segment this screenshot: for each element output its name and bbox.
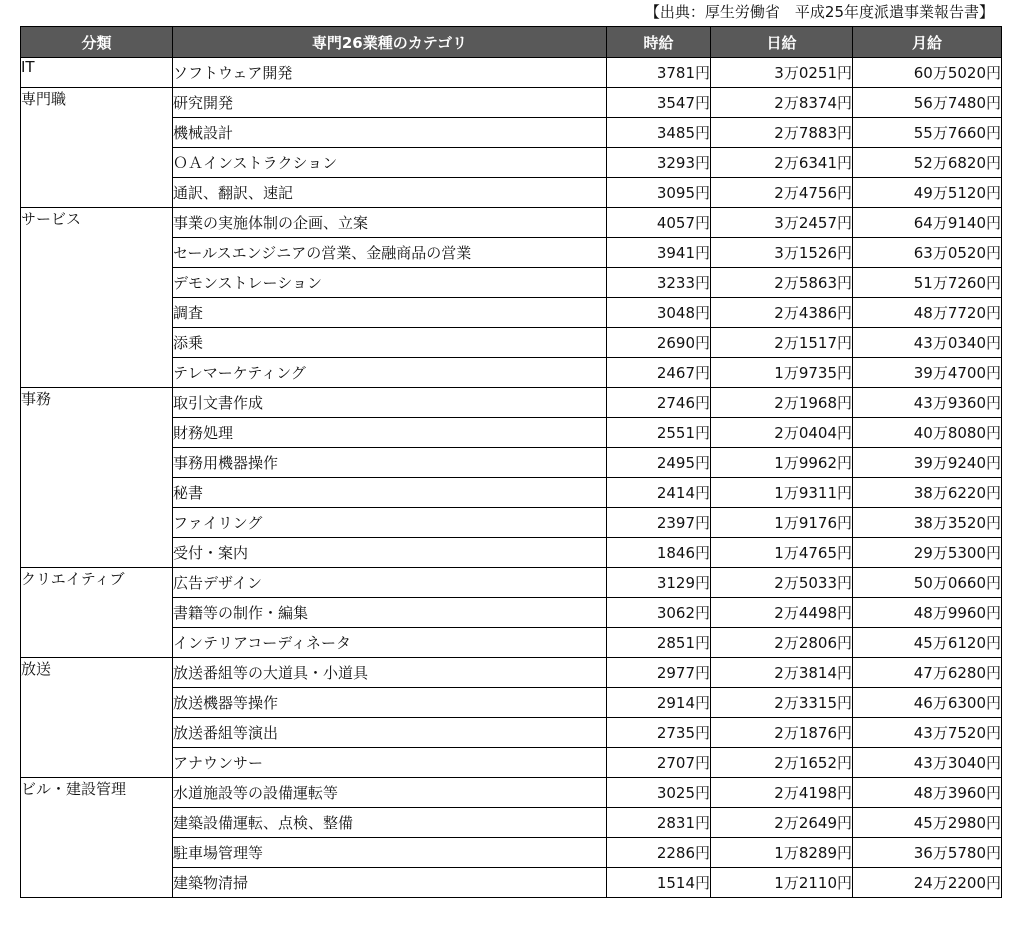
daily-wage-cell: 2万2806円 — [711, 628, 853, 658]
daily-wage-cell: 2万6341円 — [711, 148, 853, 178]
hourly-wage-cell: 2551円 — [607, 418, 711, 448]
hourly-wage-cell: 3941円 — [607, 238, 711, 268]
monthly-wage-cell: 43万7520円 — [853, 718, 1002, 748]
hourly-wage-cell: 2495円 — [607, 448, 711, 478]
hourly-wage-cell: 2977円 — [607, 658, 711, 688]
monthly-wage-cell: 55万7660円 — [853, 118, 1002, 148]
table-row — [21, 388, 1002, 418]
monthly-wage-cell: 64万9140円 — [853, 208, 1002, 238]
job-name-cell: 広告デザイン — [173, 568, 607, 598]
hourly-wage-cell: 2467円 — [607, 358, 711, 388]
hourly-wage-cell: 3293円 — [607, 148, 711, 178]
job-name-cell: 駐車場管理等 — [173, 838, 607, 868]
monthly-wage-cell: 48万7720円 — [853, 298, 1002, 328]
header-daily: 日給 — [711, 27, 853, 58]
hourly-wage-cell: 3062円 — [607, 598, 711, 628]
category-cell: 事務 — [21, 388, 173, 568]
hourly-wage-cell: 2286円 — [607, 838, 711, 868]
monthly-wage-cell: 52万6820円 — [853, 148, 1002, 178]
category-cell: 放送 — [21, 658, 173, 778]
monthly-wage-cell: 49万5120円 — [853, 178, 1002, 208]
monthly-wage-cell: 45万2980円 — [853, 808, 1002, 838]
daily-wage-cell: 2万3814円 — [711, 658, 853, 688]
daily-wage-cell: 2万4756円 — [711, 178, 853, 208]
hourly-wage-cell: 2831円 — [607, 808, 711, 838]
daily-wage-cell: 2万4386円 — [711, 298, 853, 328]
job-name-cell: 放送機器等操作 — [173, 688, 607, 718]
job-name-cell: 事務用機器操作 — [173, 448, 607, 478]
monthly-wage-cell: 48万9960円 — [853, 598, 1002, 628]
job-name-cell: 書籍等の制作・編集 — [173, 598, 607, 628]
job-name-cell: ソフトウェア開発 — [173, 58, 607, 88]
monthly-wage-cell: 39万9240円 — [853, 448, 1002, 478]
monthly-wage-cell: 43万0340円 — [853, 328, 1002, 358]
monthly-wage-cell: 43万3040円 — [853, 748, 1002, 778]
daily-wage-cell: 2万4498円 — [711, 598, 853, 628]
daily-wage-cell: 3万1526円 — [711, 238, 853, 268]
category-cell: 専門職 — [21, 88, 173, 208]
monthly-wage-cell: 45万6120円 — [853, 628, 1002, 658]
category-cell: IT — [21, 58, 173, 88]
monthly-wage-cell: 39万4700円 — [853, 358, 1002, 388]
monthly-wage-cell: 40万8080円 — [853, 418, 1002, 448]
hourly-wage-cell: 1514円 — [607, 868, 711, 898]
monthly-wage-cell: 47万6280円 — [853, 658, 1002, 688]
table-row — [21, 568, 1002, 598]
hourly-wage-cell: 2707円 — [607, 748, 711, 778]
daily-wage-cell: 1万4765円 — [711, 538, 853, 568]
monthly-wage-cell: 36万5780円 — [853, 838, 1002, 868]
job-name-cell: 研究開発 — [173, 88, 607, 118]
job-name-cell: ファイリング — [173, 508, 607, 538]
monthly-wage-cell: 38万6220円 — [853, 478, 1002, 508]
hourly-wage-cell: 3129円 — [607, 568, 711, 598]
daily-wage-cell: 2万2649円 — [711, 808, 853, 838]
table-row — [21, 658, 1002, 688]
hourly-wage-cell: 2851円 — [607, 628, 711, 658]
job-name-cell: 取引文書作成 — [173, 388, 607, 418]
category-cell: ビル・建設管理 — [21, 778, 173, 898]
hourly-wage-cell: 2414円 — [607, 478, 711, 508]
job-name-cell: デモンストレーション — [173, 268, 607, 298]
table-row — [21, 58, 1002, 88]
category-cell: クリエイティブ — [21, 568, 173, 658]
daily-wage-cell: 2万8374円 — [711, 88, 853, 118]
monthly-wage-cell: 51万7260円 — [853, 268, 1002, 298]
job-name-cell: 財務処理 — [173, 418, 607, 448]
daily-wage-cell: 2万1876円 — [711, 718, 853, 748]
job-name-cell: ＯＡインストラクション — [173, 148, 607, 178]
job-name-cell: 調査 — [173, 298, 607, 328]
hourly-wage-cell: 2914円 — [607, 688, 711, 718]
job-name-cell: インテリアコーディネータ — [173, 628, 607, 658]
header-hourly: 時給 — [607, 27, 711, 58]
hourly-wage-cell: 2735円 — [607, 718, 711, 748]
job-name-cell: テレマーケティング — [173, 358, 607, 388]
daily-wage-cell: 1万8289円 — [711, 838, 853, 868]
hourly-wage-cell: 2690円 — [607, 328, 711, 358]
daily-wage-cell: 2万1517円 — [711, 328, 853, 358]
monthly-wage-cell: 50万0660円 — [853, 568, 1002, 598]
monthly-wage-cell: 43万9360円 — [853, 388, 1002, 418]
job-name-cell: 建築物清掃 — [173, 868, 607, 898]
monthly-wage-cell: 38万3520円 — [853, 508, 1002, 538]
job-name-cell: 機械設計 — [173, 118, 607, 148]
job-name-cell: セールスエンジニアの営業、金融商品の営業 — [173, 238, 607, 268]
job-name-cell: 水道施設等の設備運転等 — [173, 778, 607, 808]
daily-wage-cell: 1万9962円 — [711, 448, 853, 478]
hourly-wage-cell: 3048円 — [607, 298, 711, 328]
monthly-wage-cell: 60万5020円 — [853, 58, 1002, 88]
header-job: 専門26業種のカテゴリ — [173, 27, 607, 58]
hourly-wage-cell: 1846円 — [607, 538, 711, 568]
job-name-cell: 通訳、翻訳、速記 — [173, 178, 607, 208]
header-category: 分類 — [21, 27, 173, 58]
category-cell: サービス — [21, 208, 173, 388]
hourly-wage-cell: 2397円 — [607, 508, 711, 538]
monthly-wage-cell: 48万3960円 — [853, 778, 1002, 808]
wage-table — [20, 26, 1002, 898]
hourly-wage-cell: 3485円 — [607, 118, 711, 148]
table-row — [21, 208, 1002, 238]
daily-wage-cell: 1万9311円 — [711, 478, 853, 508]
table-row — [21, 88, 1002, 118]
job-name-cell: 添乗 — [173, 328, 607, 358]
daily-wage-cell: 2万0404円 — [711, 418, 853, 448]
table-body — [21, 58, 1002, 898]
hourly-wage-cell: 3547円 — [607, 88, 711, 118]
job-name-cell: 秘書 — [173, 478, 607, 508]
daily-wage-cell: 1万2110円 — [711, 868, 853, 898]
daily-wage-cell: 2万3315円 — [711, 688, 853, 718]
monthly-wage-cell: 56万7480円 — [853, 88, 1002, 118]
daily-wage-cell: 3万2457円 — [711, 208, 853, 238]
header-monthly: 月給 — [853, 27, 1002, 58]
monthly-wage-cell: 46万6300円 — [853, 688, 1002, 718]
table-row — [21, 778, 1002, 808]
daily-wage-cell: 2万5863円 — [711, 268, 853, 298]
header-row — [21, 27, 1002, 58]
job-name-cell: 受付・案内 — [173, 538, 607, 568]
daily-wage-cell: 2万4198円 — [711, 778, 853, 808]
hourly-wage-cell: 3025円 — [607, 778, 711, 808]
source-note: 【出典：厚生労働省 平成25年度派遣事業報告書】 — [644, 3, 994, 21]
daily-wage-cell: 1万9735円 — [711, 358, 853, 388]
daily-wage-cell: 2万5033円 — [711, 568, 853, 598]
daily-wage-cell: 3万0251円 — [711, 58, 853, 88]
job-name-cell: 建築設備運転、点検、整備 — [173, 808, 607, 838]
job-name-cell: アナウンサー — [173, 748, 607, 778]
hourly-wage-cell: 3095円 — [607, 178, 711, 208]
job-name-cell: 放送番組等の大道具・小道具 — [173, 658, 607, 688]
monthly-wage-cell: 63万0520円 — [853, 238, 1002, 268]
daily-wage-cell: 2万7883円 — [711, 118, 853, 148]
hourly-wage-cell: 3781円 — [607, 58, 711, 88]
monthly-wage-cell: 24万2200円 — [853, 868, 1002, 898]
hourly-wage-cell: 4057円 — [607, 208, 711, 238]
hourly-wage-cell: 2746円 — [607, 388, 711, 418]
job-name-cell: 放送番組等演出 — [173, 718, 607, 748]
daily-wage-cell: 2万1652円 — [711, 748, 853, 778]
daily-wage-cell: 1万9176円 — [711, 508, 853, 538]
monthly-wage-cell: 29万5300円 — [853, 538, 1002, 568]
daily-wage-cell: 2万1968円 — [711, 388, 853, 418]
job-name-cell: 事業の実施体制の企画、立案 — [173, 208, 607, 238]
hourly-wage-cell: 3233円 — [607, 268, 711, 298]
